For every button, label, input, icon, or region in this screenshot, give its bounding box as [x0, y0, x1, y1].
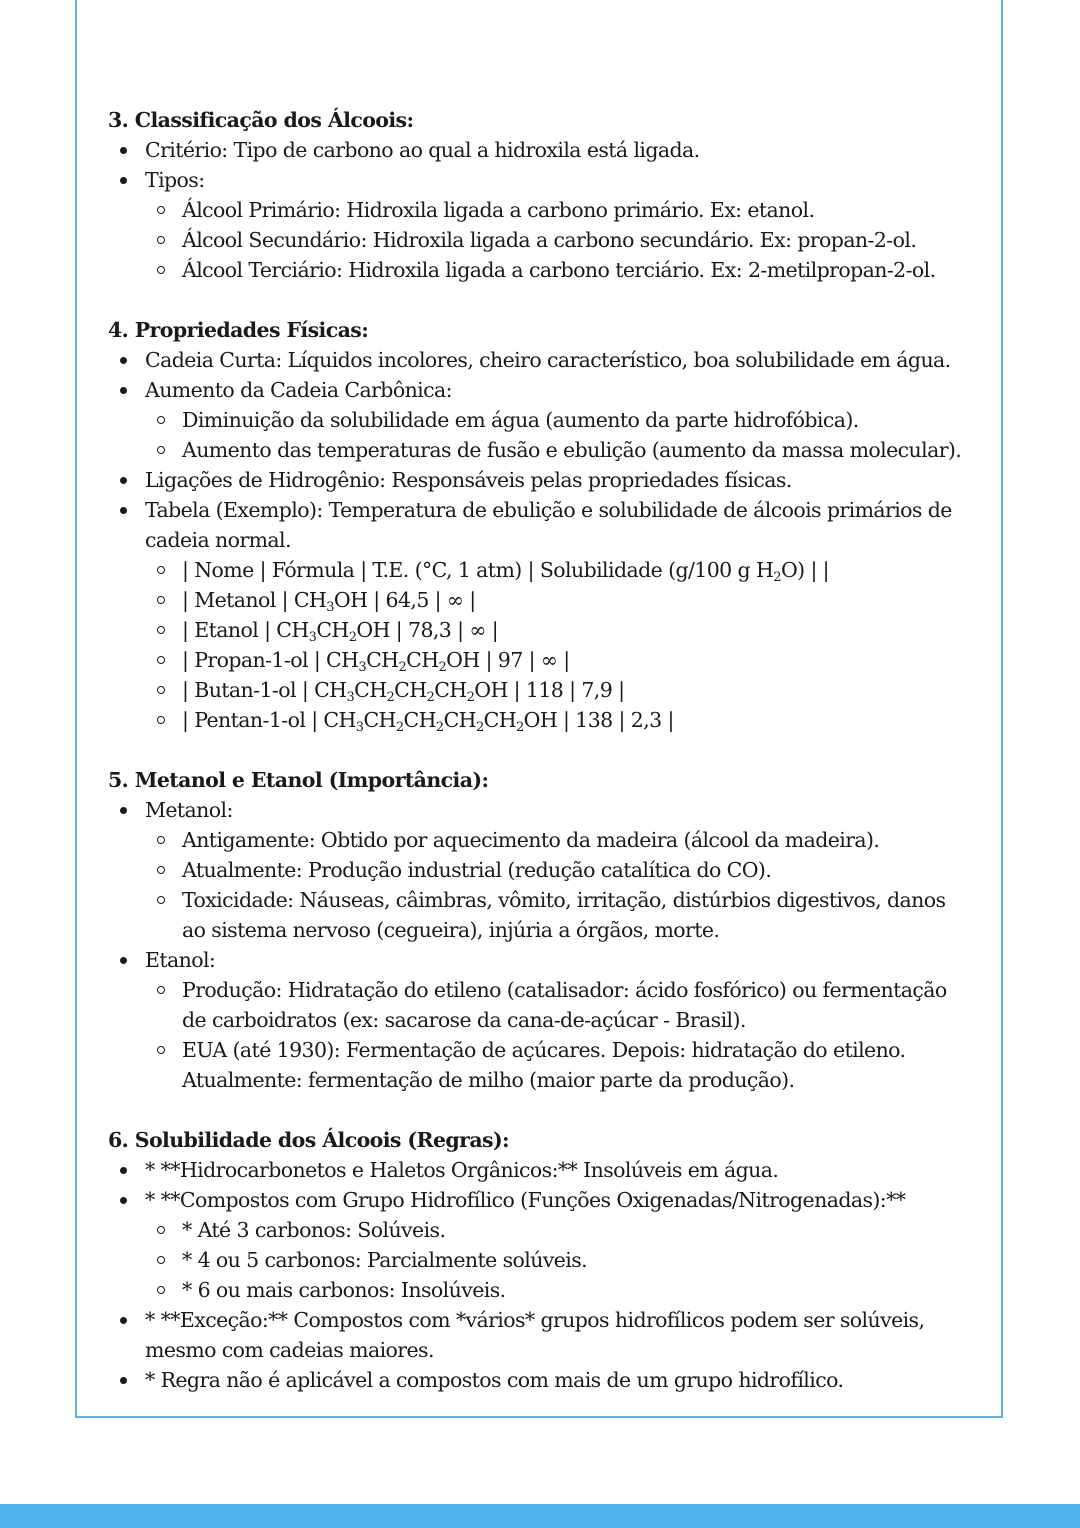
- list-item-label: Tabela (Exemplo): Temperatura de ebulição e solubilidade de álcoois primários de cadeia normal.: [145, 498, 952, 552]
- list-item-label: * **Compostos com Grupo Hidrofílico (Funções Oxigenadas/Nitrogenadas):**: [145, 1188, 906, 1212]
- section-metanol-etanol: [108, 765, 968, 1095]
- list-item-label: Aumento da Cadeia Carbônica:: [145, 378, 452, 402]
- section-heading: 4. Propriedades Físicas:: [108, 318, 369, 342]
- list-item: Ligações de Hidrogênio: Responsáveis pelas propriedades físicas.: [108, 465, 968, 495]
- sub-list-item: Atualmente: Produção industrial (redução catalítica do CO).: [145, 855, 968, 885]
- sub-list-item: Toxicidade: Náuseas, câimbras, vômito, irritação, distúrbios digestivos, danos ao sistema nervoso (cegueira), injúria a órgãos, morte.: [145, 885, 968, 945]
- section-classificacao: [108, 105, 968, 285]
- list-item: [108, 375, 968, 465]
- sub-list-item: EUA (até 1930): Fermentação de açúcares. Depois: hidratação do etileno. Atualmente: fermentação de milho (maior parte da produção).: [145, 1035, 968, 1095]
- list-item: Critério: Tipo de carbono ao qual a hidroxila está ligada.: [108, 135, 968, 165]
- section-heading: 3. Classificação dos Álcoois:: [108, 108, 414, 132]
- sub-list-item: * Até 3 carbonos: Solúveis.: [145, 1215, 968, 1245]
- list-item-label: Tipos:: [145, 168, 205, 192]
- section-propriedades: [108, 315, 968, 735]
- sub-list-item: * 6 ou mais carbonos: Insolúveis.: [145, 1275, 968, 1305]
- sub-list-item: Antigamente: Obtido por aquecimento da madeira (álcool da madeira).: [145, 825, 968, 855]
- table-row: | Metanol | $CH_3OH$ | 64,5 | ∞ |: [145, 585, 968, 615]
- section-solubilidade: [108, 1125, 968, 1395]
- list-item: [108, 495, 968, 735]
- list-item: [108, 945, 968, 1095]
- sub-list-item: Álcool Secundário: Hidroxila ligada a carbono secundário. Ex: propan-2-ol.: [145, 225, 968, 255]
- sub-list-item: Álcool Primário: Hidroxila ligada a carbono primário. Ex: etanol.: [145, 195, 968, 225]
- bullet-list: [108, 135, 968, 285]
- list-item: * **Exceção:** Compostos com *vários* grupos hidrofílicos podem ser solúveis, mesmo com cadeias maiores.: [108, 1305, 968, 1365]
- sub-list: [145, 405, 968, 465]
- table-row: | Etanol | $CH_3CH_2OH$ | 78,3 | ∞ |: [145, 615, 968, 645]
- table-row: | Butan-1-ol | $CH_3CH_2CH_2CH_2OH$ | 118 | 7,9 |: [145, 675, 968, 705]
- footer-bar: [0, 1504, 1080, 1528]
- bullet-list: [108, 345, 968, 735]
- list-item: * Regra não é aplicável a compostos com mais de um grupo hidrofílico.: [108, 1365, 968, 1395]
- sub-list-item: Produção: Hidratação do etileno (catalisador: ácido fosfórico) ou fermentação de carboidratos (ex: sacarose da cana-de-açúcar - Brasil).: [145, 975, 968, 1035]
- table-rows-list: [145, 555, 968, 735]
- list-item-label: Metanol:: [145, 798, 233, 822]
- sub-list: [145, 1215, 968, 1305]
- section-heading: 5. Metanol e Etanol (Importância):: [108, 768, 489, 792]
- list-item: [108, 165, 968, 285]
- list-item: * **Hidrocarbonetos e Haletos Orgânicos:** Insolúveis em água.: [108, 1155, 968, 1185]
- section-heading: 6. Solubilidade dos Álcoois (Regras):: [108, 1128, 510, 1152]
- list-item: [108, 795, 968, 945]
- bullet-list: [108, 1155, 968, 1395]
- table-row: | Nome | Fórmula | T.E. (°C, 1 atm) | Solubilidade (g/100 g $H_2O$) | |: [145, 555, 968, 585]
- bullet-list: [108, 795, 968, 1095]
- sub-list-item: Aumento das temperaturas de fusão e ebulição (aumento da massa molecular).: [145, 435, 968, 465]
- sub-list-item: Álcool Terciário: Hidroxila ligada a carbono terciário. Ex: 2-metilpropan-2-ol.: [145, 255, 968, 285]
- sub-list-item: Diminuição da solubilidade em água (aumento da parte hidrofóbica).: [145, 405, 968, 435]
- list-item: Cadeia Curta: Líquidos incolores, cheiro característico, boa solubilidade em água.: [108, 345, 968, 375]
- sub-list: [145, 975, 968, 1095]
- sub-list: [145, 195, 968, 285]
- table-row: | Propan-1-ol | $CH_3CH_2CH_2OH$ | 97 | ∞ |: [145, 645, 968, 675]
- document-content: [108, 105, 968, 1425]
- table-row: | Pentan-1-ol | $CH_3CH_2CH_2CH_2CH_2OH$ | 138 | 2,3 |: [145, 705, 968, 735]
- list-item-label: Etanol:: [145, 948, 216, 972]
- sub-list-item: * 4 ou 5 carbonos: Parcialmente solúveis.: [145, 1245, 968, 1275]
- list-item: [108, 1185, 968, 1305]
- sub-list: [145, 825, 968, 945]
